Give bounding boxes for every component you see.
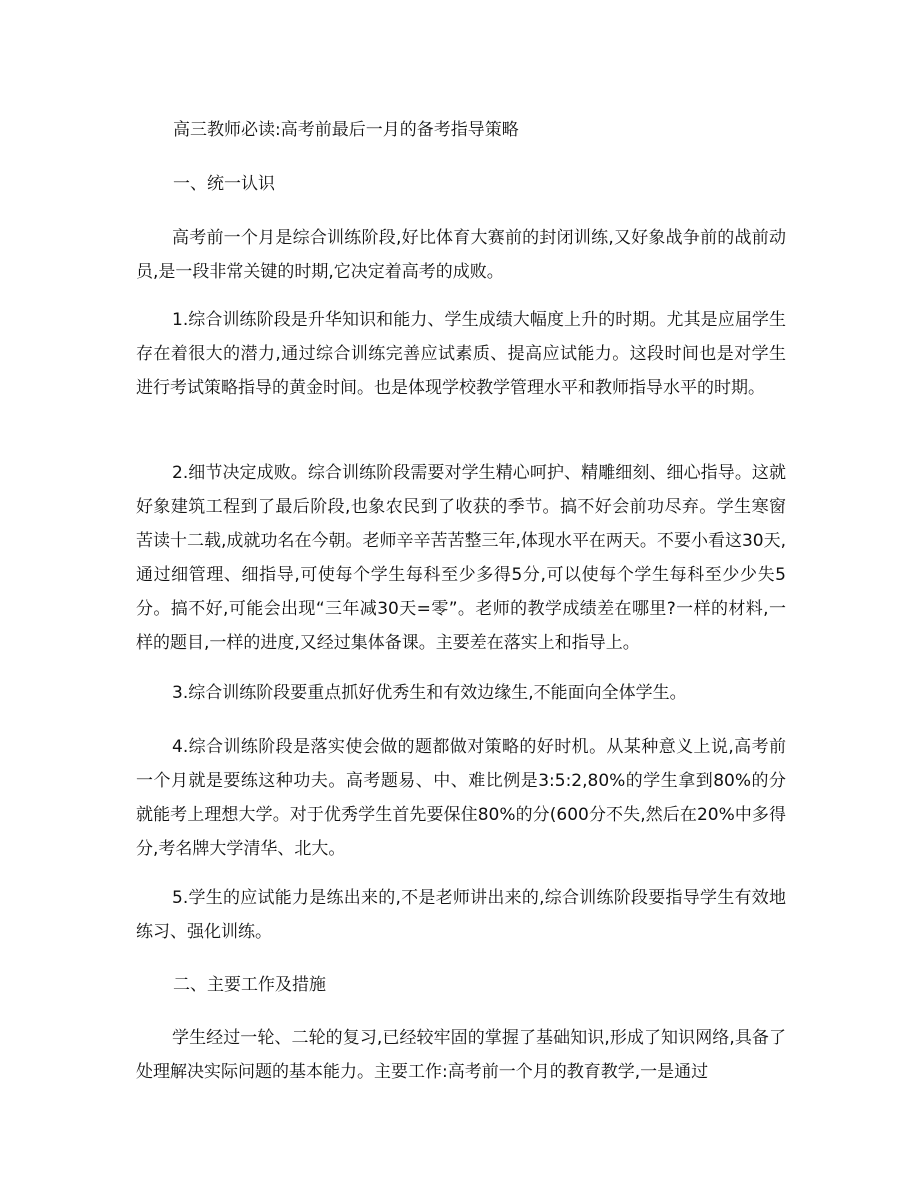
section-1-heading: 一、统一认识 bbox=[173, 174, 275, 194]
document-title: 高三教师必读:高考前最后一月的备考指导策略 bbox=[173, 120, 519, 140]
point-2-paragraph: 2.细节决定成败。综合训练阶段需要对学生精心呵护、精雕细刻、细心指导。这就好象建筑工程到了最后阶段,也象农民到了收获的季节。搞不好会前功尽弃。学生寒窗苦读十二载,成就功名在今朝。老师辛辛苦苦整三年,体现水平在两天。不要小看这30天,通过细管理、细指导,可使每个学生每科至少多得5分,可以使每个学生每科至少少失5分。搞不好,可能会出现“三年减30天=零”。老师的教学成绩差在哪里?一样的材料,一样的题目,一样的进度,又经过集体备课。主要差在落实上和指导上。 bbox=[136, 463, 786, 653]
section-2-heading: 二、主要工作及措施 bbox=[173, 975, 326, 995]
point-5-paragraph: 5.学生的应试能力是练出来的,不是老师讲出来的,综合训练阶段要指导学生有效地练习、强化训练。 bbox=[136, 888, 786, 942]
section-1-intro-paragraph: 高考前一个月是综合训练阶段,好比体育大赛前的封闭训练,又好象战争前的战前动员,是一段非常关键的时期,它决定着高考的成败。 bbox=[136, 228, 786, 282]
point-4-paragraph: 4.综合训练阶段是落实使会做的题都做对策略的好时机。从某种意义上说,高考前一个月就是要练这种功夫。高考题易、中、难比例是3:5:2,80%的学生拿到80%的分就能考上理想大学。对于优秀学生首先要保住80%的分(600分不失,然后在20%中多得分,考名牌大学清华、北大。 bbox=[136, 737, 786, 859]
point-1-paragraph: 1.综合训练阶段是升华知识和能力、学生成绩大幅度上升的时期。尤其是应届学生存在着很大的潜力,通过综合训练完善应试素质、提高应试能力。这段时间也是对学生进行考试策略指导的黄金时间。也是体现学校教学管理水平和教师指导水平的时期。 bbox=[136, 310, 786, 398]
point-3-paragraph: 3.综合训练阶段要重点抓好优秀生和有效边缘生,不能面向全体学生。 bbox=[172, 683, 687, 703]
section-2-intro-paragraph: 学生经过一轮、二轮的复习,已经较牢固的掌握了基础知识,形成了知识网络,具备了处理解决实际问题的基本能力。主要工作:高考前一个月的教育教学,一是通过 bbox=[136, 1028, 786, 1082]
